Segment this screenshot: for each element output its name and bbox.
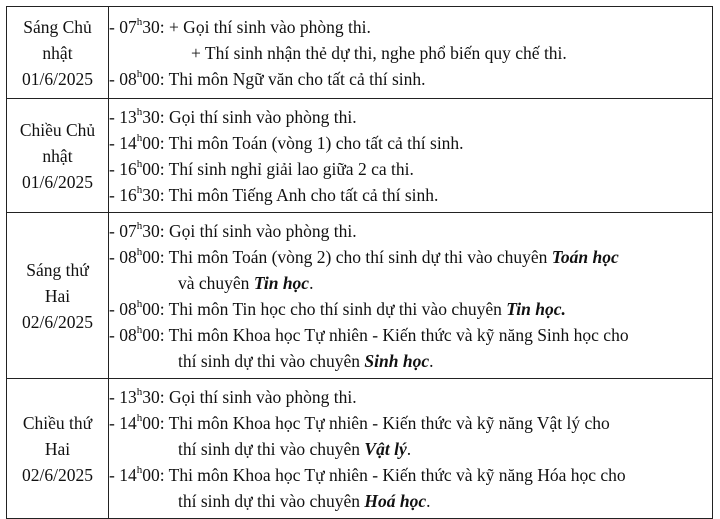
session-cell <box>7 7 109 99</box>
time: 14$^h$00 <box>119 131 160 153</box>
activity-line: - 13$^h$30: Gọi thí sinh vào phòng thi. <box>109 104 712 130</box>
session-label: Hai <box>44 285 71 306</box>
session-date: 02/6/2025 <box>22 464 93 485</box>
session-label: nhật <box>42 42 73 63</box>
activity-line: - 16$^h$30: Thi môn Tiếng Anh cho tất cả thí sinh. <box>109 182 712 208</box>
session-label: Hai <box>44 438 71 459</box>
activity-continuation: và chuyên Tin học. <box>178 272 314 293</box>
session-label: nhật <box>42 145 73 166</box>
activities-cell <box>109 7 713 99</box>
activities-cell <box>109 379 713 519</box>
time: 16$^h$00 <box>119 157 160 179</box>
subject-emphasis: Toán học <box>551 246 619 267</box>
subject-emphasis: Tin học. <box>506 298 566 319</box>
activity-line: - 08$^h$00: Thi môn Khoa học Tự nhiên - Kiến thức và kỹ năng Sinh học cho <box>109 322 712 348</box>
session-date: 01/6/2025 <box>22 171 93 192</box>
activity-line: - 13$^h$30: Gọi thí sinh vào phòng thi. <box>109 384 712 410</box>
session-label: Chiều thứ <box>22 412 93 433</box>
schedule-row <box>7 379 713 519</box>
activity-line: - 16$^h$00: Thí sinh nghỉ giải lao giữa 2 ca thi. <box>109 156 712 182</box>
activity-line: - $07^h30$: + Gọi thí sinh vào phòng thi. <box>109 14 712 40</box>
activity-continuation: thí sinh dự thi vào chuyên Sinh học. <box>178 350 434 371</box>
time: 13$^h$30 <box>119 385 160 407</box>
session-cell <box>7 379 109 519</box>
subject-emphasis: Vật lý <box>364 438 407 459</box>
time: 08$^h$00 <box>119 297 160 319</box>
activity-continuation: + Thí sinh nhận thẻ dự thi, nghe phổ biến quy chế thi. <box>191 42 567 63</box>
activity-line: - 14$^h$00: Thi môn Toán (vòng 1) cho tất cả thí sinh. <box>109 130 712 156</box>
session-cell <box>7 213 109 379</box>
time: 13$^h$30 <box>119 105 160 127</box>
time: 08$^h$00 <box>119 67 160 89</box>
schedule-row <box>7 99 713 213</box>
activity-line: - 14$^h$00: Thi môn Khoa học Tự nhiên - Kiến thức và kỹ năng Vật lý cho <box>109 410 712 436</box>
time: 07$^h$30 <box>119 219 160 241</box>
activity-line: - 07$^h$30: Gọi thí sinh vào phòng thi. <box>109 218 712 244</box>
time: 08$^h$00 <box>119 323 160 345</box>
subject-emphasis: Sinh học <box>364 350 430 371</box>
time: 16$^h$30 <box>119 183 160 205</box>
activity-line: - 08$^h$00: Thi môn Tin học cho thí sinh dự thi vào chuyên Tin học. <box>109 296 712 322</box>
session-date: 01/6/2025 <box>22 68 93 89</box>
time: 14$^h$00 <box>119 411 160 433</box>
activities-cell <box>109 213 713 379</box>
session-cell <box>7 99 109 213</box>
schedule-row <box>7 7 713 99</box>
subject-emphasis: Tin học <box>253 272 310 293</box>
session-label: Sáng Chủ <box>23 16 92 37</box>
schedule-row <box>7 213 713 379</box>
time: 07$^h$30 <box>119 15 160 37</box>
subject-emphasis: Hoá học <box>364 490 427 511</box>
activity-continuation: thí sinh dự thi vào chuyên Hoá học. <box>178 490 431 511</box>
session-date: 02/6/2025 <box>22 311 93 332</box>
activity-continuation: thí sinh dự thi vào chuyên Vật lý. <box>178 438 412 459</box>
exam-schedule-table <box>6 6 713 519</box>
activity-line: - 14$^h$00: Thi môn Khoa học Tự nhiên - Kiến thức và kỹ năng Hóa học cho <box>109 462 712 488</box>
session-label: Chiều Chủ <box>19 119 96 140</box>
time: 08$^h$00 <box>119 245 160 267</box>
time: 14$^h$00 <box>119 463 160 485</box>
activity-line: - 08$^h$00: Thi môn Toán (vòng 2) cho thí sinh dự thi vào chuyên Toán học <box>109 244 712 270</box>
session-label: Sáng thứ <box>26 259 89 280</box>
activities-cell <box>109 99 713 213</box>
activity-line: - 08$^h$00: Thi môn Ngữ văn cho tất cả thí sinh. <box>109 66 712 92</box>
